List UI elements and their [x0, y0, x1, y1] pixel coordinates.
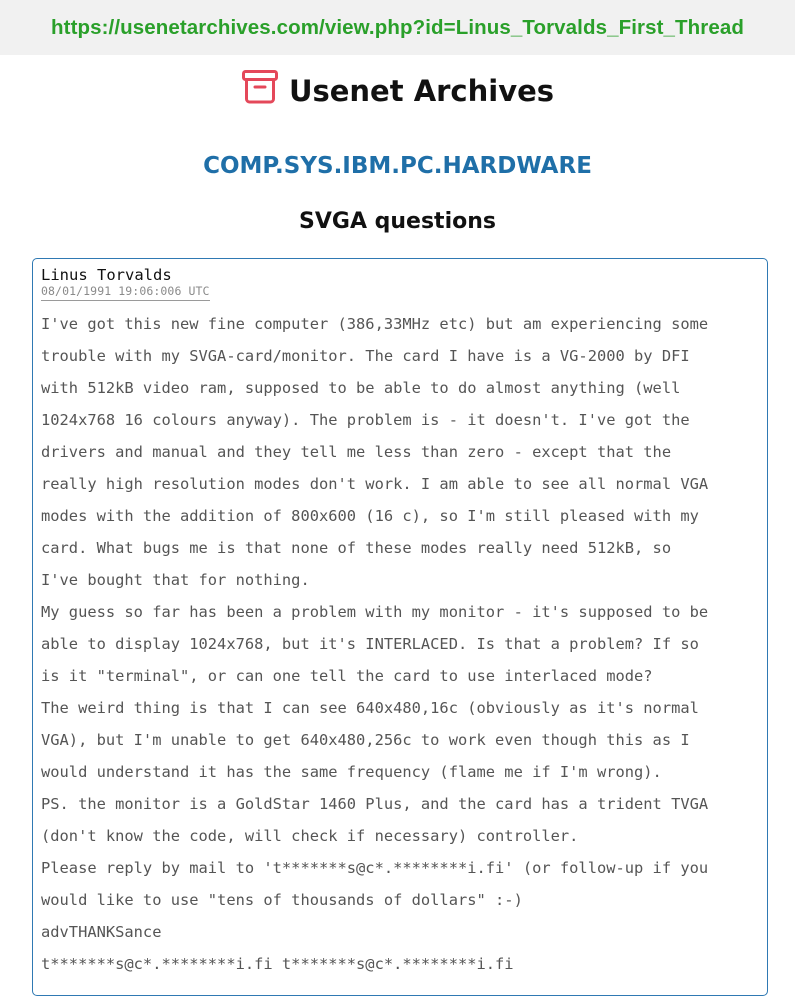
post-body	[41, 308, 765, 980]
post-author: Linus Torvalds	[41, 266, 172, 284]
post-card	[32, 258, 768, 996]
post-line: (don't know the code, will check if necessary) controller.	[41, 827, 579, 845]
post-line: The weird thing is that I can see 640x480,16c (obviously as it's normal	[41, 699, 699, 717]
post-line: t*******s@c*.********i.fi t*******s@c*.********i.fi	[41, 955, 514, 973]
address-bar[interactable]	[0, 0, 795, 55]
post-line: advTHANKSance	[41, 923, 162, 941]
post-line: PS. the monitor is a GoldStar 1460 Plus, and the card has a trident TVGA	[41, 795, 709, 813]
post-line: would understand it has the same frequency (flame me if I'm wrong).	[41, 763, 662, 781]
post-line: able to display 1024x768, but it's INTERLACED. Is that a problem? If so	[41, 635, 699, 653]
post-line: card. What bugs me is that none of these modes really need 512kB, so	[41, 539, 672, 557]
post-line: is it "terminal", or can one tell the card to use interlaced mode?	[41, 667, 653, 685]
archive-box-icon	[241, 69, 279, 105]
post-line: VGA), but I'm unable to get 640x480,256c to work even though this as I	[41, 731, 690, 749]
post-line: My guess so far has been a problem with my monitor - it's supposed to be	[41, 603, 709, 621]
post-line: trouble with my SVGA-card/monitor. The card I have is a VG-2000 by DFI	[41, 347, 690, 365]
post-line: drivers and manual and they tell me less than zero - except that the	[41, 443, 672, 461]
thread-subject: SVGA questions	[299, 209, 496, 234]
url-text[interactable]: https://usenetarchives.com/view.php?id=Linus_Torvalds_First_Thread	[51, 15, 744, 39]
post-meta	[41, 267, 210, 301]
post-date: 08/01/1991 19:06:006 UTC	[41, 284, 210, 298]
post-line: Please reply by mail to 't*******s@c*.********i.fi' (or follow-up if you	[41, 859, 709, 877]
post-line: would like to use "tens of thousands of dollars" :-)	[41, 891, 523, 909]
newsgroup-link[interactable]: COMP.SYS.IBM.PC.HARDWARE	[203, 153, 592, 179]
post-line: I've got this new fine computer (386,33MHz etc) but am experiencing some	[41, 315, 709, 333]
post-line: 1024x768 16 colours anyway). The problem is - it doesn't. I've got the	[41, 411, 690, 429]
site-header	[0, 67, 795, 115]
site-title[interactable]: Usenet Archives	[288, 74, 555, 108]
post-line: I've bought that for nothing.	[41, 571, 310, 589]
post-line: modes with the addition of 800x600 (16 c), so I'm still pleased with my	[41, 507, 699, 525]
post-line: with 512kB video ram, supposed to be able to do almost anything (well	[41, 379, 681, 397]
post-line: really high resolution modes don't work. I am able to see all normal VGA	[41, 475, 709, 493]
